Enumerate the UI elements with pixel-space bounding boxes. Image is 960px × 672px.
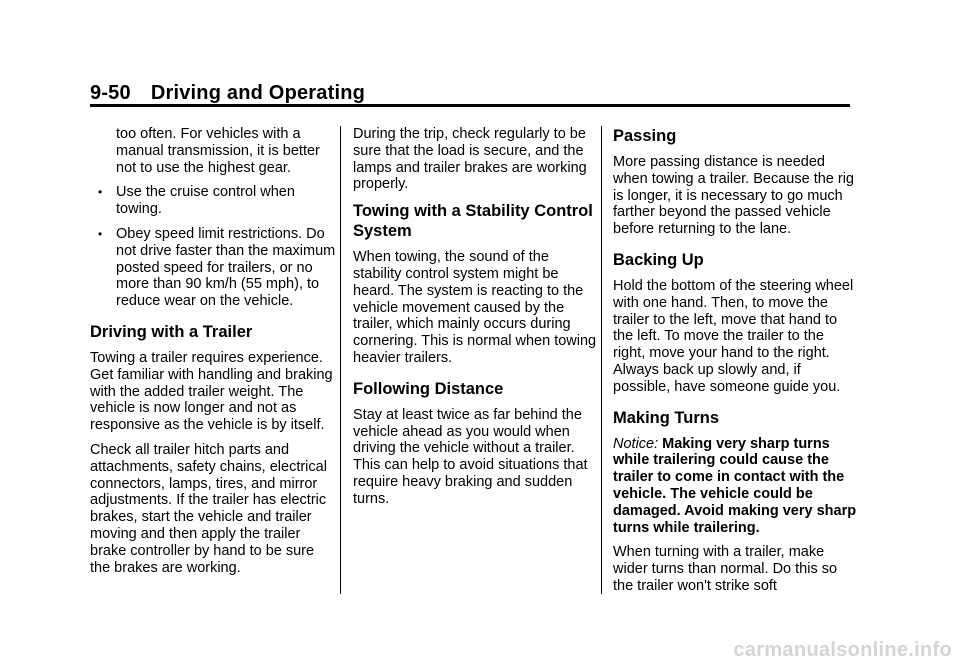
notice-label: Notice: (613, 435, 659, 452)
notice-block (613, 436, 859, 537)
bullet-text: Obey speed limit restrictions. Do not drive faster than the maximum posted speed for trailers, or no more than 90 km/h (55 mph), to reduce wear on the vehicle. (116, 225, 336, 310)
paragraph: More passing distance is needed when towing a trailer. Because the rig is longer, it is necessary to go much farther beyond the passed vehicle before returning to the lane. (613, 154, 854, 238)
section-title: Driving and Operating (150, 82, 366, 104)
watermark: carmanualsonline.info (733, 639, 952, 661)
column-1 (90, 126, 336, 584)
column-3 (613, 126, 859, 603)
section-heading: Towing with a Stability Control System (353, 202, 593, 241)
column-2 (353, 126, 599, 516)
section-heading: Passing (613, 127, 677, 145)
paragraph: Hold the bottom of the steering wheel with one hand. Then, to move the trailer to the left, move that hand to the left. To move the trailer to the right, move your hand to the right. Always back up slowly and, if possible, have someone guide you. (613, 277, 854, 395)
paragraph: When turning with a trailer, make wider turns than normal. Do this so the trailer won't strike soft (613, 544, 838, 594)
paragraph: During the trip, check regularly to be sure that the load is secure, and the lamps and trailer brakes are working properly. (353, 126, 587, 193)
section-heading: Making Turns (613, 408, 720, 427)
notice-text: Making very sharp turns while trailering could cause the trailer to come in contact with the vehicle. The vehicle could be damaged. Avoid making very sharp turns while trailering. (613, 435, 857, 536)
bullet-item (90, 184, 336, 218)
paragraph: Towing a trailer requires experience. Get familiar with handling and braking with the added trailer weight. The vehicle is now longer and not as responsive as the vehicle is by itself. (90, 349, 333, 434)
page-header (90, 82, 365, 105)
bullet-icon: • (98, 185, 103, 200)
paragraph: When towing, the sound of the stability control system might be heard. The system is reacting to the vehicle movement caused by the trailer, which mainly occurs during cornering. This is normal when towing heavier trailers. (353, 249, 597, 366)
paragraph: Stay at least twice as far behind the vehicle ahead as you would when driving the vehicle without a trailer. This can help to avoid situations that require heavy braking and sudden turns. (353, 406, 588, 507)
bullet-icon: • (98, 226, 103, 241)
paragraph: Check all trailer hitch parts and attachments, safety chains, electrical connectors, lamps, tires, and mirror adjustments. If the trailer has electric brakes, start the vehicle and trailer moving and then apply the trailer brake controller by hand to be sure the brakes are working. (90, 441, 327, 576)
continued-paragraph: too often. For vehicles with a manual transmission, it is better not to use the highest gear. (116, 126, 320, 176)
section-heading: Following Distance (353, 379, 504, 398)
bullet-item (90, 226, 336, 310)
section-heading: Driving with a Trailer (90, 322, 253, 341)
header-rule (90, 104, 850, 107)
column-divider (601, 126, 602, 594)
page-number: 9-50 (90, 82, 131, 104)
section-heading: Backing Up (613, 250, 704, 269)
bullet-text: Use the cruise control when towing. (116, 184, 295, 218)
column-divider (340, 126, 341, 594)
